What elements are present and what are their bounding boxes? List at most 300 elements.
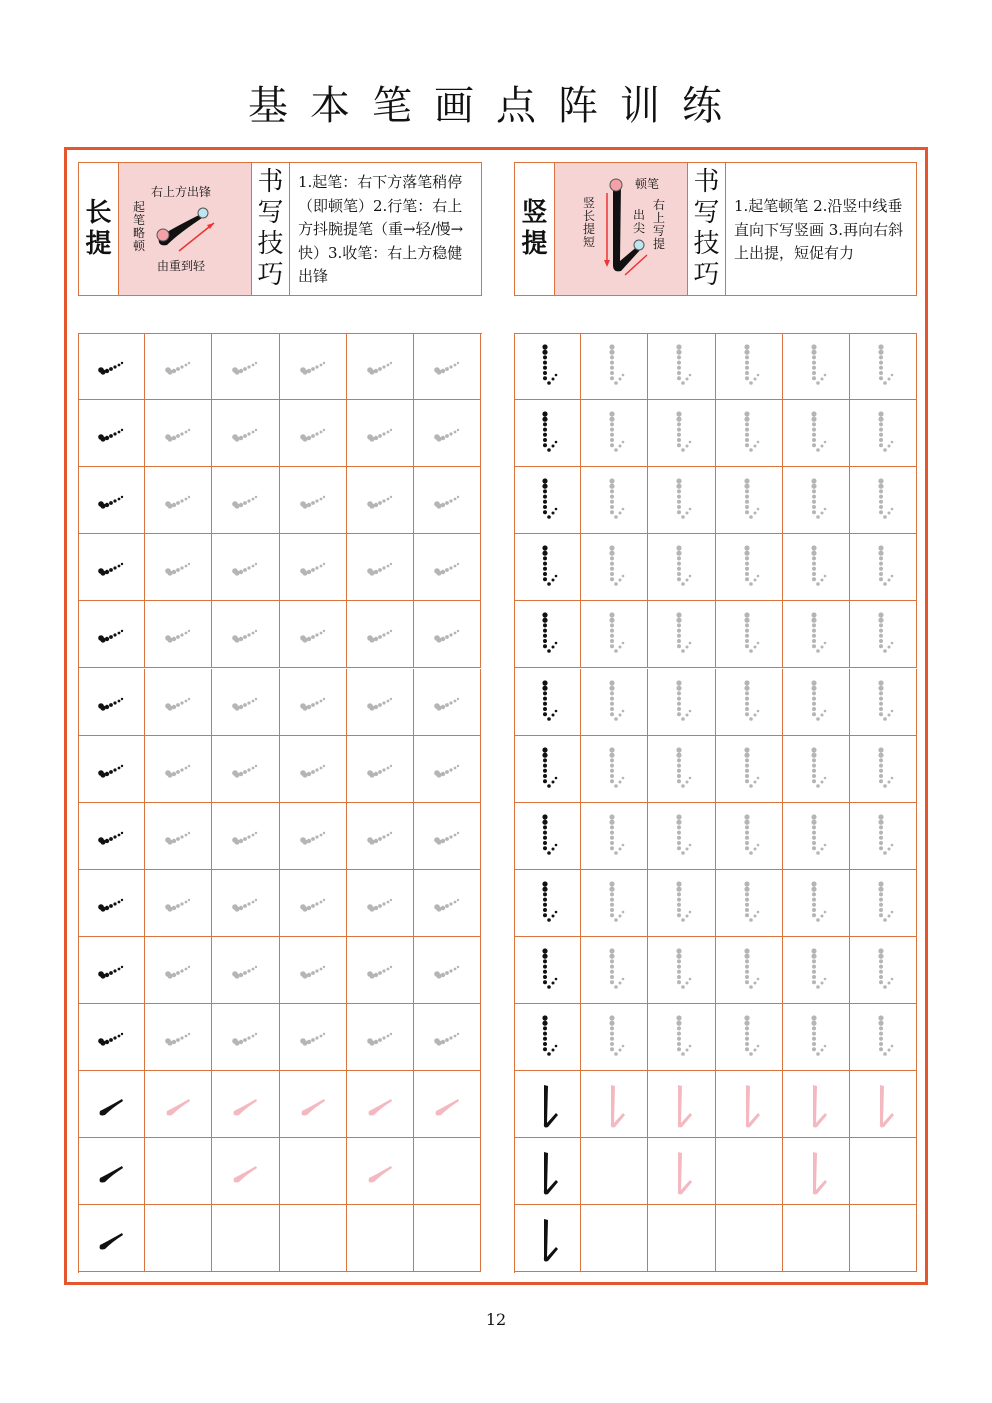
practice-cell[interactable] <box>347 736 414 803</box>
ti-stroke-icon <box>145 1004 212 1071</box>
practice-cell[interactable] <box>78 937 145 1004</box>
practice-cell[interactable] <box>716 669 783 736</box>
shuti-stroke-icon <box>581 1071 648 1138</box>
shuti-stroke-icon <box>581 870 648 937</box>
practice-cell[interactable] <box>648 736 715 803</box>
practice-cell[interactable] <box>414 467 481 534</box>
practice-cell[interactable] <box>78 601 145 668</box>
stroke-diagram <box>118 163 252 295</box>
shuti-stroke-icon <box>716 1071 783 1138</box>
shuti-stroke-icon <box>514 601 581 668</box>
practice-cell[interactable] <box>581 803 648 870</box>
shuti-stroke-icon <box>783 400 850 467</box>
practice-cell[interactable] <box>783 1071 850 1138</box>
practice-cell[interactable] <box>280 534 347 601</box>
ti-stroke-icon <box>414 937 481 1004</box>
ti-stroke-icon <box>347 601 414 668</box>
practice-cell[interactable] <box>212 870 279 937</box>
practice-cell[interactable] <box>212 669 279 736</box>
practice-cell[interactable] <box>581 1205 648 1272</box>
shuti-stroke-icon <box>850 736 917 803</box>
practice-cell[interactable] <box>414 400 481 467</box>
ti-stroke-icon <box>347 333 414 400</box>
practice-cell[interactable] <box>78 736 145 803</box>
ti-stroke-icon <box>280 601 347 668</box>
ti-stroke-icon <box>212 467 279 534</box>
ti-stroke-icon <box>347 467 414 534</box>
ti-stroke-icon <box>78 1205 145 1272</box>
ti-stroke-icon <box>212 736 279 803</box>
practice-cell[interactable] <box>514 1205 581 1272</box>
practice-cell[interactable] <box>414 1205 481 1272</box>
practice-cell[interactable] <box>514 937 581 1004</box>
shuti-stroke-icon <box>783 870 850 937</box>
practice-cell[interactable] <box>648 1205 715 1272</box>
diagram-top-label: 右上方出锋 <box>151 185 212 199</box>
shuti-stroke-icon <box>648 601 715 668</box>
practice-cell[interactable] <box>514 601 581 668</box>
practice-cell[interactable] <box>648 333 715 400</box>
shuti-stroke-icon <box>850 669 917 736</box>
practice-cell[interactable] <box>783 803 850 870</box>
practice-cell[interactable] <box>414 601 481 668</box>
shuti-stroke-icon <box>581 400 648 467</box>
ti-stroke-icon <box>78 467 145 534</box>
ti-stroke-icon <box>280 534 347 601</box>
practice-cell[interactable] <box>78 1004 145 1071</box>
ti-stroke-icon <box>212 400 279 467</box>
practice-cell[interactable] <box>280 669 347 736</box>
shuti-stroke-icon <box>648 534 715 601</box>
practice-cell[interactable] <box>347 1205 414 1272</box>
practice-cell[interactable] <box>514 467 581 534</box>
practice-cell[interactable] <box>414 534 481 601</box>
practice-cell[interactable] <box>514 736 581 803</box>
practice-cell[interactable] <box>648 1138 715 1205</box>
shuti-stroke-icon <box>581 467 648 534</box>
ti-stroke-icon <box>280 333 347 400</box>
ti-stroke-icon <box>145 736 212 803</box>
practice-cell[interactable] <box>648 870 715 937</box>
practice-cell[interactable] <box>280 937 347 1004</box>
practice-cell[interactable] <box>648 467 715 534</box>
diagram-side-label: 起笔略顿 <box>133 200 146 253</box>
practice-cell[interactable] <box>78 1205 145 1272</box>
practice-cell[interactable] <box>212 937 279 1004</box>
practice-cell[interactable] <box>850 467 917 534</box>
practice-cell[interactable] <box>212 736 279 803</box>
practice-cell[interactable] <box>581 736 648 803</box>
shuti-stroke-icon <box>648 1004 715 1071</box>
practice-cell[interactable] <box>347 669 414 736</box>
practice-cell[interactable] <box>581 333 648 400</box>
ti-stroke-icon <box>414 803 481 870</box>
practice-cell[interactable] <box>783 1004 850 1071</box>
ti-stroke-icon <box>280 1071 347 1138</box>
practice-cell[interactable] <box>145 1138 212 1205</box>
practice-cell[interactable] <box>280 1205 347 1272</box>
shuti-stroke-icon <box>783 937 850 1004</box>
practice-cell[interactable] <box>648 803 715 870</box>
practice-cell[interactable] <box>850 1138 917 1205</box>
shuti-stroke-icon <box>783 601 850 668</box>
practice-cell[interactable] <box>783 1205 850 1272</box>
practice-cell[interactable] <box>280 870 347 937</box>
practice-cell[interactable] <box>716 937 783 1004</box>
practice-cell[interactable] <box>212 601 279 668</box>
ti-stroke-icon <box>347 937 414 1004</box>
practice-cell[interactable] <box>514 1004 581 1071</box>
practice-cell[interactable] <box>716 870 783 937</box>
practice-cell[interactable] <box>78 400 145 467</box>
practice-cell[interactable] <box>716 1004 783 1071</box>
practice-cell[interactable] <box>514 803 581 870</box>
practice-cell[interactable] <box>581 467 648 534</box>
practice-cell[interactable] <box>581 870 648 937</box>
ti-stroke-icon <box>414 1004 481 1071</box>
ti-stroke-icon <box>145 937 212 1004</box>
practice-cell[interactable] <box>514 333 581 400</box>
shuti-stroke-icon <box>514 870 581 937</box>
practice-cell[interactable] <box>347 467 414 534</box>
ti-stroke-icon <box>145 601 212 668</box>
practice-cell[interactable] <box>145 669 212 736</box>
practice-cell[interactable] <box>145 736 212 803</box>
practice-cell[interactable] <box>280 803 347 870</box>
practice-cell[interactable] <box>347 333 414 400</box>
practice-cell[interactable] <box>850 1004 917 1071</box>
stroke-name-text: 竖 提 <box>521 198 548 259</box>
practice-cell[interactable] <box>581 534 648 601</box>
ti-stroke-icon <box>280 937 347 1004</box>
practice-cell[interactable] <box>78 333 145 400</box>
practice-cell[interactable] <box>414 736 481 803</box>
practice-cell[interactable] <box>280 736 347 803</box>
practice-cell[interactable] <box>212 333 279 400</box>
practice-cell[interactable] <box>850 669 917 736</box>
shuti-stroke-icon <box>783 1071 850 1138</box>
practice-cell[interactable] <box>850 937 917 1004</box>
ti-stroke-icon <box>347 736 414 803</box>
practice-cell[interactable] <box>850 1071 917 1138</box>
stroke-diagram <box>554 163 688 295</box>
shuti-stroke-icon <box>850 400 917 467</box>
practice-cell[interactable] <box>347 803 414 870</box>
practice-cell[interactable] <box>145 400 212 467</box>
shuti-stroke-icon <box>783 467 850 534</box>
practice-cell[interactable] <box>78 669 145 736</box>
shuti-stroke-icon <box>581 937 648 1004</box>
practice-cell[interactable] <box>212 534 279 601</box>
shuti-stroke-icon <box>514 467 581 534</box>
practice-cell[interactable] <box>145 333 212 400</box>
shuti-stroke-icon <box>648 803 715 870</box>
shuti-stroke-icon <box>716 937 783 1004</box>
practice-cell[interactable] <box>347 400 414 467</box>
shuti-stroke-icon <box>514 1205 581 1272</box>
ti-stroke-icon <box>145 870 212 937</box>
practice-cell[interactable] <box>212 1071 279 1138</box>
practice-cell[interactable] <box>145 870 212 937</box>
practice-cell[interactable] <box>581 601 648 668</box>
practice-cell[interactable] <box>78 870 145 937</box>
practice-cell[interactable] <box>347 937 414 1004</box>
ti-stroke-icon <box>280 669 347 736</box>
ti-stroke-icon <box>78 1071 145 1138</box>
practice-cell[interactable] <box>280 333 347 400</box>
practice-cell[interactable] <box>280 601 347 668</box>
practice-cell[interactable] <box>347 1071 414 1138</box>
shuti-stroke-icon <box>581 736 648 803</box>
practice-cell[interactable] <box>716 1071 783 1138</box>
shuti-stroke-icon <box>514 803 581 870</box>
practice-cell[interactable] <box>648 1071 715 1138</box>
ti-stroke-icon <box>78 1138 145 1205</box>
page-number: 12 <box>485 1310 507 1329</box>
practice-cell[interactable] <box>212 1004 279 1071</box>
practice-cell[interactable] <box>78 534 145 601</box>
ti-stroke-icon <box>212 1138 279 1205</box>
shuti-stroke-icon <box>648 736 715 803</box>
diagram-top-label: 顿笔 <box>635 177 660 191</box>
practice-cell[interactable] <box>716 736 783 803</box>
practice-cell[interactable] <box>783 669 850 736</box>
practice-cell[interactable] <box>514 534 581 601</box>
tip-heading-text: 书 写 技 巧 <box>693 167 720 290</box>
practice-cell[interactable] <box>850 333 917 400</box>
practice-cell[interactable] <box>78 803 145 870</box>
shuti-stroke-icon <box>850 601 917 668</box>
practice-cell[interactable] <box>716 601 783 668</box>
practice-cell[interactable] <box>716 803 783 870</box>
practice-cell[interactable] <box>783 937 850 1004</box>
practice-cell[interactable] <box>280 1004 347 1071</box>
practice-cell[interactable] <box>414 937 481 1004</box>
practice-cell[interactable] <box>145 937 212 1004</box>
shuti-stroke-icon <box>648 669 715 736</box>
practice-cell[interactable] <box>78 467 145 534</box>
right-header <box>514 162 917 296</box>
shuti-stroke-icon <box>850 803 917 870</box>
practice-cell[interactable] <box>581 1138 648 1205</box>
practice-cell[interactable] <box>514 400 581 467</box>
practice-cell[interactable] <box>581 669 648 736</box>
practice-cell[interactable] <box>414 669 481 736</box>
practice-cell[interactable] <box>145 803 212 870</box>
shuti-stroke-icon <box>581 601 648 668</box>
shuti-stroke-icon <box>716 467 783 534</box>
ti-stroke-icon <box>212 534 279 601</box>
ti-stroke-icon <box>212 937 279 1004</box>
practice-cell[interactable] <box>514 1138 581 1205</box>
practice-cell[interactable] <box>783 1138 850 1205</box>
practice-cell[interactable] <box>145 467 212 534</box>
practice-cell[interactable] <box>783 333 850 400</box>
ti-stroke-icon <box>212 870 279 937</box>
shuti-stroke-icon <box>783 333 850 400</box>
shuti-stroke-icon <box>850 467 917 534</box>
shuti-stroke-icon <box>581 803 648 870</box>
ti-stroke-icon <box>212 333 279 400</box>
shuti-stroke-icon <box>716 736 783 803</box>
practice-cell[interactable] <box>145 1004 212 1071</box>
shuti-stroke-icon <box>514 534 581 601</box>
shuti-stroke-icon <box>648 870 715 937</box>
practice-cell[interactable] <box>581 1004 648 1071</box>
ti-stroke-icon <box>78 1004 145 1071</box>
practice-cell[interactable] <box>347 1138 414 1205</box>
practice-cell[interactable] <box>581 937 648 1004</box>
practice-cell[interactable] <box>716 534 783 601</box>
practice-cell[interactable] <box>414 803 481 870</box>
ti-stroke-diagram-icon <box>119 163 253 297</box>
tip-text: 1.起笔顿笔 2.沿竖中线垂直向下写竖画 3.再向右斜上出提，短促有力 <box>734 197 904 262</box>
shuti-stroke-icon <box>716 601 783 668</box>
shuti-stroke-icon <box>581 669 648 736</box>
ti-stroke-icon <box>78 870 145 937</box>
practice-cell[interactable] <box>850 534 917 601</box>
shuti-stroke-icon <box>716 400 783 467</box>
ti-stroke-icon <box>212 803 279 870</box>
shuti-stroke-icon <box>783 534 850 601</box>
practice-cell[interactable] <box>850 736 917 803</box>
ti-stroke-icon <box>280 1004 347 1071</box>
practice-cell[interactable] <box>648 601 715 668</box>
practice-cell[interactable] <box>414 1004 481 1071</box>
practice-cell[interactable] <box>850 400 917 467</box>
ti-stroke-icon <box>347 1138 414 1205</box>
practice-cell[interactable] <box>716 333 783 400</box>
shuti-stroke-icon <box>716 870 783 937</box>
shuti-stroke-icon <box>648 1071 715 1138</box>
practice-cell[interactable] <box>414 1071 481 1138</box>
practice-cell[interactable] <box>514 1071 581 1138</box>
practice-cell[interactable] <box>347 870 414 937</box>
shuti-stroke-icon <box>850 1004 917 1071</box>
practice-cell[interactable] <box>280 467 347 534</box>
shuti-stroke-icon <box>850 870 917 937</box>
ti-stroke-icon <box>145 467 212 534</box>
practice-cell[interactable] <box>145 534 212 601</box>
shuti-stroke-icon <box>648 333 715 400</box>
shuti-stroke-icon <box>716 534 783 601</box>
practice-cell[interactable] <box>145 1071 212 1138</box>
diagram-left-label: 竖长提短 <box>583 196 596 249</box>
practice-cell[interactable] <box>414 870 481 937</box>
practice-cell[interactable] <box>783 601 850 668</box>
shuti-stroke-icon <box>783 1004 850 1071</box>
shuti-stroke-icon <box>783 736 850 803</box>
practice-cell[interactable] <box>716 1138 783 1205</box>
practice-cell[interactable] <box>78 1138 145 1205</box>
shuti-stroke-icon <box>514 400 581 467</box>
practice-cell[interactable] <box>347 534 414 601</box>
shuti-stroke-icon <box>716 333 783 400</box>
practice-cell[interactable] <box>716 400 783 467</box>
practice-cell[interactable] <box>783 870 850 937</box>
practice-cell[interactable] <box>648 1004 715 1071</box>
practice-cell[interactable] <box>212 467 279 534</box>
practice-cell[interactable] <box>347 601 414 668</box>
practice-cell[interactable] <box>850 1205 917 1272</box>
practice-cell[interactable] <box>514 669 581 736</box>
ti-stroke-icon <box>347 870 414 937</box>
practice-cell[interactable] <box>280 1138 347 1205</box>
stroke-name-shuti <box>515 163 554 295</box>
practice-cell[interactable] <box>280 1071 347 1138</box>
shuti-stroke-icon <box>850 534 917 601</box>
practice-cell[interactable] <box>212 803 279 870</box>
shuti-stroke-icon <box>850 333 917 400</box>
ti-stroke-icon <box>414 400 481 467</box>
practice-cell[interactable] <box>145 1205 212 1272</box>
practice-cell[interactable] <box>783 534 850 601</box>
shuti-stroke-icon <box>648 400 715 467</box>
practice-cell[interactable] <box>212 1205 279 1272</box>
ti-stroke-icon <box>78 937 145 1004</box>
practice-cell[interactable] <box>78 1071 145 1138</box>
practice-cell[interactable] <box>648 400 715 467</box>
ti-stroke-icon <box>212 669 279 736</box>
shuti-stroke-icon <box>514 333 581 400</box>
practice-cell[interactable] <box>145 601 212 668</box>
shuti-stroke-icon <box>716 669 783 736</box>
practice-cell[interactable] <box>581 400 648 467</box>
ti-stroke-icon <box>347 1071 414 1138</box>
shuti-stroke-icon <box>648 1138 715 1205</box>
shuti-stroke-icon <box>648 467 715 534</box>
shuti-stroke-diagram-icon <box>555 163 689 297</box>
ti-stroke-icon <box>414 669 481 736</box>
practice-cell[interactable] <box>648 534 715 601</box>
practice-cell[interactable] <box>850 601 917 668</box>
shuti-stroke-icon <box>514 1071 581 1138</box>
practice-cell[interactable] <box>581 1071 648 1138</box>
practice-cell[interactable] <box>414 1138 481 1205</box>
shuti-stroke-icon <box>783 803 850 870</box>
ti-stroke-icon <box>78 534 145 601</box>
practice-cell[interactable] <box>716 1205 783 1272</box>
stroke-name-text: 长 提 <box>85 198 112 259</box>
practice-cell[interactable] <box>514 870 581 937</box>
practice-cell[interactable] <box>414 333 481 400</box>
ti-stroke-icon <box>280 400 347 467</box>
ti-stroke-icon <box>145 400 212 467</box>
tip-heading <box>252 163 290 295</box>
ti-stroke-icon <box>78 333 145 400</box>
ti-stroke-icon <box>347 803 414 870</box>
practice-cell[interactable] <box>716 467 783 534</box>
practice-cell[interactable] <box>783 736 850 803</box>
practice-cell[interactable] <box>212 400 279 467</box>
practice-cell[interactable] <box>648 937 715 1004</box>
practice-cell[interactable] <box>648 669 715 736</box>
shuti-stroke-icon <box>716 803 783 870</box>
tip-heading <box>688 163 726 295</box>
ti-stroke-icon <box>347 400 414 467</box>
practice-cell[interactable] <box>347 1004 414 1071</box>
practice-cell[interactable] <box>850 870 917 937</box>
ti-stroke-icon <box>145 669 212 736</box>
practice-cell[interactable] <box>783 467 850 534</box>
practice-cell[interactable] <box>280 400 347 467</box>
practice-cell[interactable] <box>783 400 850 467</box>
practice-cell[interactable] <box>212 1138 279 1205</box>
practice-cell[interactable] <box>850 803 917 870</box>
ti-stroke-icon <box>212 1004 279 1071</box>
ti-stroke-icon <box>145 1071 212 1138</box>
shuti-stroke-icon <box>514 1138 581 1205</box>
